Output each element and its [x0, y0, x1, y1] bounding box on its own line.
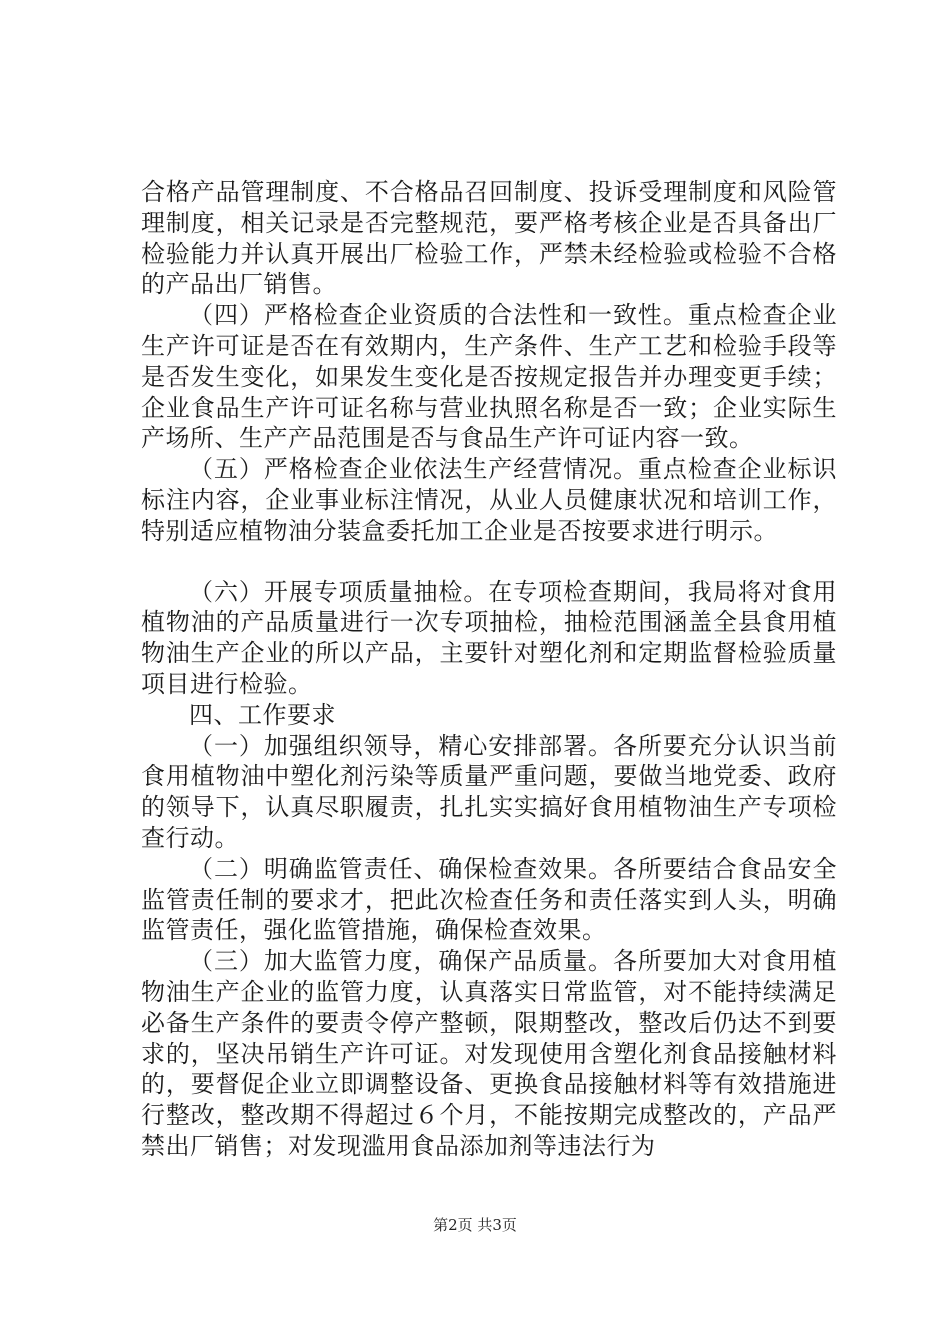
paragraph-item-5: （五）严格检查企业依法生产经营情况。重点检查企业标识标注内容，企业事业标注情况，从业人员健康状况和培训工作，特别适应植物油分装盒委托加工企业是否按要求进行明示。 — [141, 455, 837, 545]
paragraph-item-4: （四）严格检查企业资质的合法性和一致性。重点检查企业生产许可证是否在有效期内，生产条件、生产工艺和检验手段等是否发生变化，如果发生变化是否按规定报告并办理变更手续；企业食品生产许可证名称与营业执照名称是否一致；企业实际生产场所、生产产品范围是否与食品生产许可证内容一致。 — [141, 301, 837, 453]
paragraph-continuation: 合格产品管理制度、不合格品召回制度、投诉受理制度和风险管理制度，相关记录是否完整规范，要严格考核企业是否具备出厂检验能力并认真开展出厂检验工作，严禁未经检验或检验不合格的产品出厂销售。 — [141, 178, 837, 299]
paragraph-item-6: （六）开展专项质量抽检。在专项检查期间，我局将对食用植物油的产品质量进行一次专项抽检，抽检范围涵盖全县食用植物油生产企业的所以产品，主要针对塑化剂和定期监督检验质量项目进行检验。 — [141, 577, 837, 698]
paragraph-requirement-2: （二）明确监管责任、确保检查效果。各所要结合食品安全监管责任制的要求才，把此次检查任务和责任落实到人头，明确监管责任，强化监管措施，确保检查效果。 — [141, 854, 837, 945]
paragraph-requirement-1: （一）加强组织领导，精心安排部署。各所要充分认识当前食用植物油中塑化剂污染等质量严重问题，要做当地党委、政府的领导下，认真尽职履责，扎扎实实搞好食用植物油生产专项检查行动。 — [141, 731, 837, 852]
paragraph-requirement-3: （三）加大监管力度，确保产品质量。各所要加大对食用植物油生产企业的监管力度，认真落实日常监管，对不能持续满足必备生产条件的要责令停产整顿，限期整改，整改后仍达不到要求的，坚决吊销生产许可证。对发现使用含塑化剂食品接触材料的，要督促企业立即调整设备、更换食品接触材料等有效措施进行整改，整改期不得超过６个月，不能按期完成整改的，产品严禁出厂销售；对发现滥用食品添加剂等违法行为 — [141, 947, 837, 1160]
page-footer: 第2页 共3页 — [433, 1216, 517, 1234]
section-heading-work-requirements: 四、工作要求 — [189, 700, 336, 729]
document-body — [141, 177, 837, 1162]
